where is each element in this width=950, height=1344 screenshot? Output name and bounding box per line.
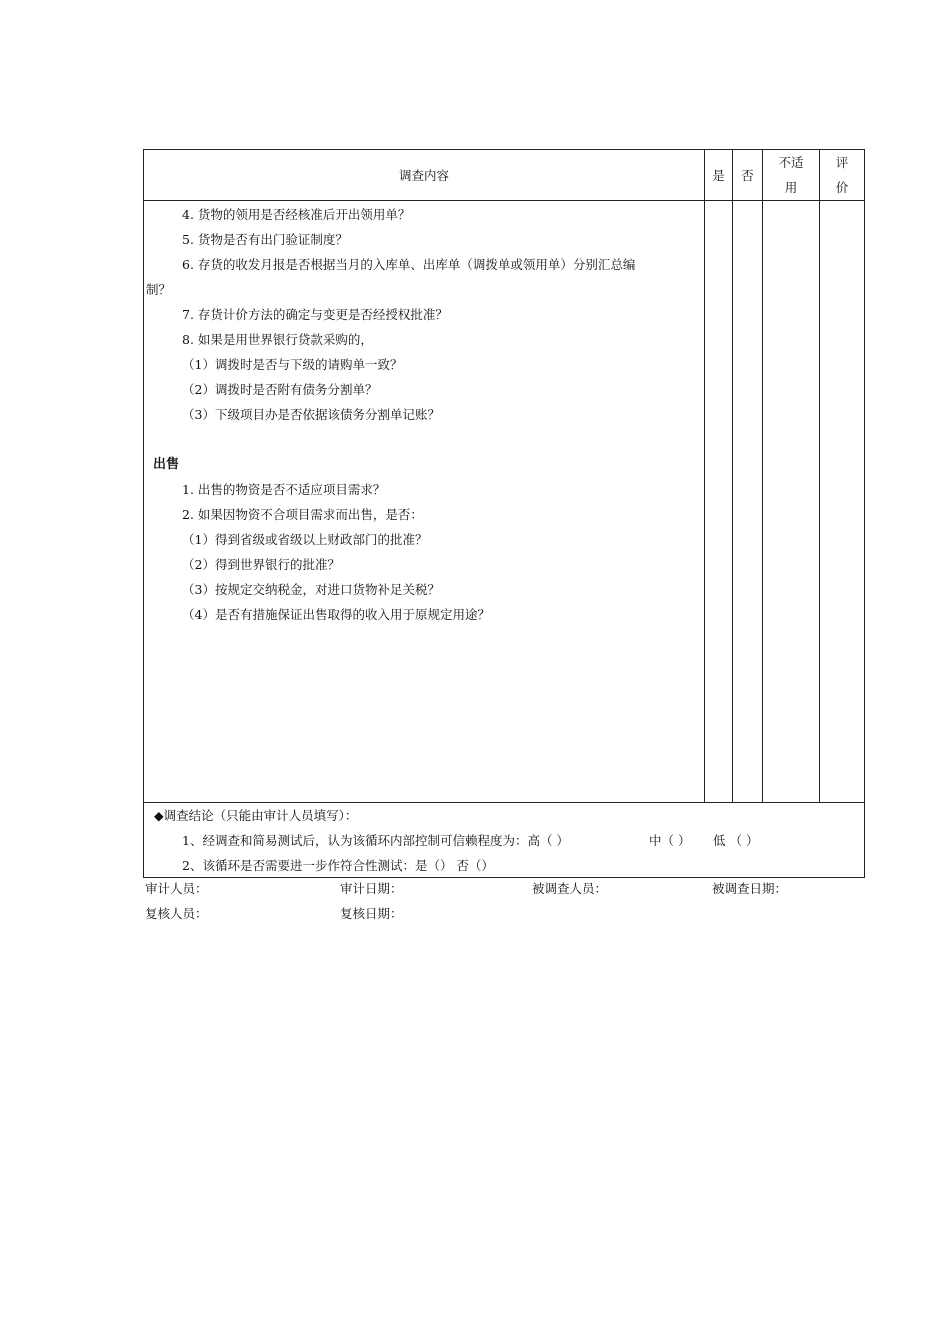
- yes-column-cell: [705, 201, 733, 803]
- list-item: （1）调拨时是否与下级的请购单一致？: [182, 357, 403, 372]
- header-yes: 是: [705, 150, 733, 201]
- list-item: （3）下级项目办是否依据该债务分割单记账？: [182, 407, 440, 422]
- auditee-date-label: 被调查日期：: [712, 881, 788, 896]
- header-eval-bottom: 价: [835, 180, 849, 195]
- no-column-cell: [733, 201, 763, 803]
- header-na-top: 不适: [778, 155, 804, 170]
- list-item: 制？: [146, 282, 172, 297]
- content-cell: [144, 201, 705, 803]
- auditor-label: 审计人员：: [145, 881, 208, 896]
- list-item: （4）是否有措施保证出售取得的收入用于原规定用途？: [182, 607, 490, 622]
- list-item: 7. 存货计价方法的确定与变更是否经授权批准？: [182, 307, 448, 322]
- conclusion-further-test: 2、该循环是否需要进一步作符合性测试：是（） 否（）: [182, 858, 494, 873]
- list-item: （2）调拨时是否附有债务分割单？: [182, 382, 378, 397]
- list-item: 5. 货物是否有出门验证制度？: [182, 232, 348, 247]
- conclusion-row: [144, 803, 865, 878]
- header-no: 否: [733, 150, 763, 201]
- list-item: 1. 出售的物资是否不适应项目需求？: [182, 482, 386, 497]
- header-eval-top: 评: [835, 155, 849, 170]
- list-item: 4. 货物的领用是否经核准后开出领用单？: [182, 207, 411, 222]
- conclusion-reliability-mid: 中（ ）: [649, 833, 691, 848]
- reviewer-label: 复核人员：: [145, 906, 208, 921]
- list-item: 6. 存货的收发月报是否根据当月的入库单、出库单（调拨单或领用单）分别汇总编: [182, 257, 636, 272]
- auditee-label: 被调查人员：: [532, 881, 608, 896]
- section-title-sale: 出售: [153, 457, 180, 472]
- header-na-bottom: 用: [784, 180, 798, 195]
- audit-date-label: 审计日期：: [340, 881, 403, 896]
- table-header-row: [144, 150, 865, 201]
- conclusion-title: ◆调查结论（只能由审计人员填写）：: [154, 808, 358, 823]
- header-evaluation: [820, 150, 865, 201]
- eval-column-cell: [820, 201, 865, 803]
- conclusion-cell: [144, 803, 865, 878]
- list-item: （3）按规定交纳税金，对进口货物补足关税？: [182, 582, 440, 597]
- conclusion-reliability-high: 1、经调查和简易测试后，认为该循环内部控制可信赖程度为：高（ ）: [182, 833, 569, 848]
- review-date-label: 复核日期：: [340, 906, 403, 921]
- list-item: 8. 如果是用世界银行贷款采购的，: [182, 332, 373, 347]
- na-column-cell: [763, 201, 820, 803]
- list-item: 2. 如果因物资不合项目需求而出售，是否：: [182, 507, 423, 522]
- list-item: （2）得到世界银行的批准？: [182, 557, 340, 572]
- conclusion-reliability-low: 低 （ ）: [713, 833, 759, 848]
- header-content: 调查内容: [144, 150, 705, 201]
- audit-checklist-table: [143, 149, 865, 878]
- header-not-applicable: [763, 150, 820, 201]
- list-item: （1）得到省级或省级以上财政部门的批准？: [182, 532, 428, 547]
- table-body-row: [144, 201, 865, 803]
